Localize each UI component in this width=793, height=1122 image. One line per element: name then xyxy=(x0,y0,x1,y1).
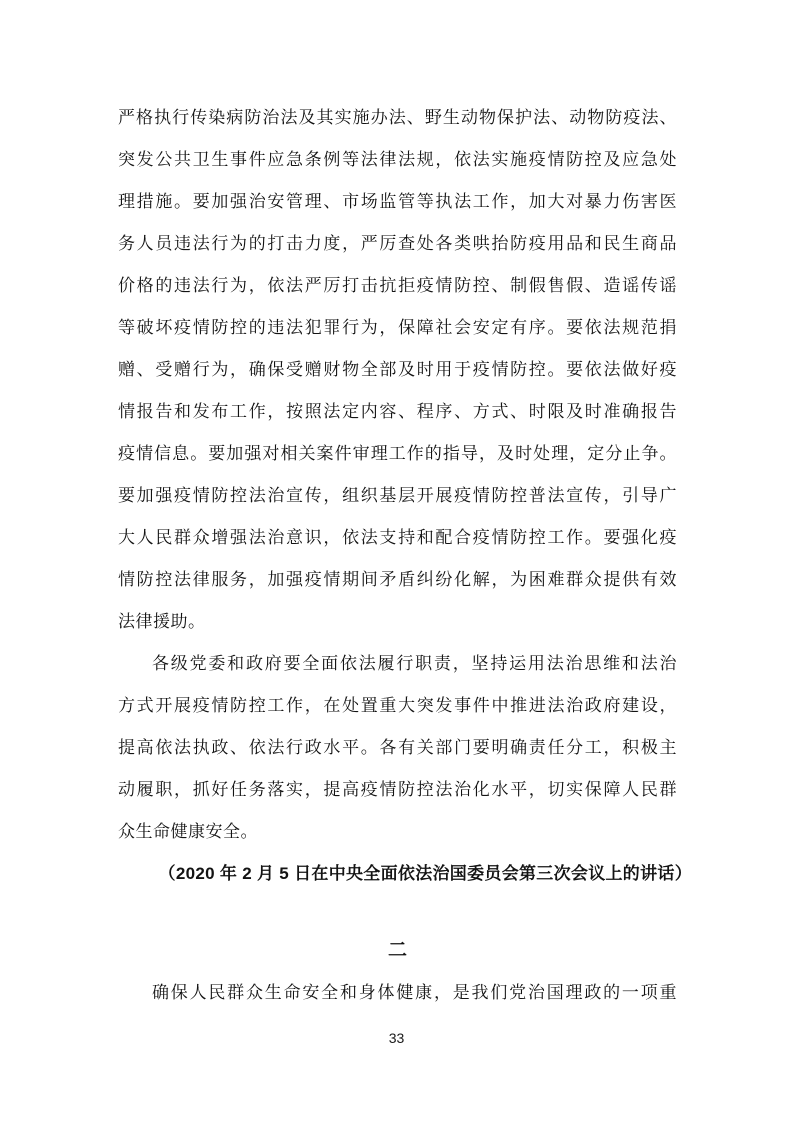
text-line: 价格的违法行为，依法严厉打击抗拒疫情防控、制假售假、造谣传谣 xyxy=(118,276,677,295)
text-line: 要加强疫情防控法治宣传，组织基层开展疫情防控普法宣传，引导广 xyxy=(118,486,677,505)
text-line: 方式开展疫情防控工作，在处置重大突发事件中推进法治政府建设， xyxy=(118,696,677,715)
text-line: 疫情信息。要加强对相关案件审理工作的指导，及时处理，定分止争。 xyxy=(118,444,677,463)
text-line: 法律援助。 xyxy=(118,612,206,631)
text-line: 提高依法执政、依法行政水平。各有关部门要明确责任分工，积极主 xyxy=(118,738,677,757)
text-line: 动履职，抓好任务落实，提高疫情防控法治化水平，切实保障人民群 xyxy=(118,780,677,799)
text-line: 赠、受赠行为，确保受赠财物全部及时用于疫情防控。要依法做好疫 xyxy=(118,360,677,379)
page-number: 33 xyxy=(388,1030,405,1046)
paragraph-1 xyxy=(118,97,677,643)
paragraph-2 xyxy=(118,643,677,853)
section-heading: 二 xyxy=(387,940,407,961)
text-line: 情防控法律服务，加强疫情期间矛盾纠纷化解，为困难群众提供有效 xyxy=(118,570,677,589)
text-line: 大人民群众增强法治意识，依法支持和配合疫情防控工作。要强化疫 xyxy=(118,528,677,547)
text-line: 严格执行传染病防治法及其实施办法、野生动物保护法、动物防疫法、 xyxy=(118,108,677,127)
text-line: 众生命健康安全。 xyxy=(118,822,258,841)
text-line: 确保人民群众生命安全和身体健康，是我们党治国理政的一项重 xyxy=(152,983,677,1002)
text-line: 等破坏疫情防控的违法犯罪行为，保障社会安定有序。要依法规范捐 xyxy=(118,318,677,337)
text-line: 突发公共卫生事件应急条例等法律法规，依法实施疫情防控及应急处 xyxy=(118,150,677,169)
text-line: 务人员违法行为的打击力度，严厉查处各类哄抬防疫用品和民生商品 xyxy=(118,234,677,253)
text-line: 理措施。要加强治安管理、市场监管等执法工作，加大对暴力伤害医 xyxy=(118,192,677,211)
text-line: 各级党委和政府要全面依法履行职责，坚持运用法治思维和法治 xyxy=(152,654,677,673)
body-text xyxy=(118,97,692,1014)
text-line: 情报告和发布工作，按照法定内容、程序、方式、时限及时准确报告 xyxy=(118,402,677,421)
attribution-line: （2020 年 2 月 5 日在中央全面依法治国委员会第三次会议上的讲话） xyxy=(158,864,692,883)
paragraph-3 xyxy=(118,972,677,1014)
